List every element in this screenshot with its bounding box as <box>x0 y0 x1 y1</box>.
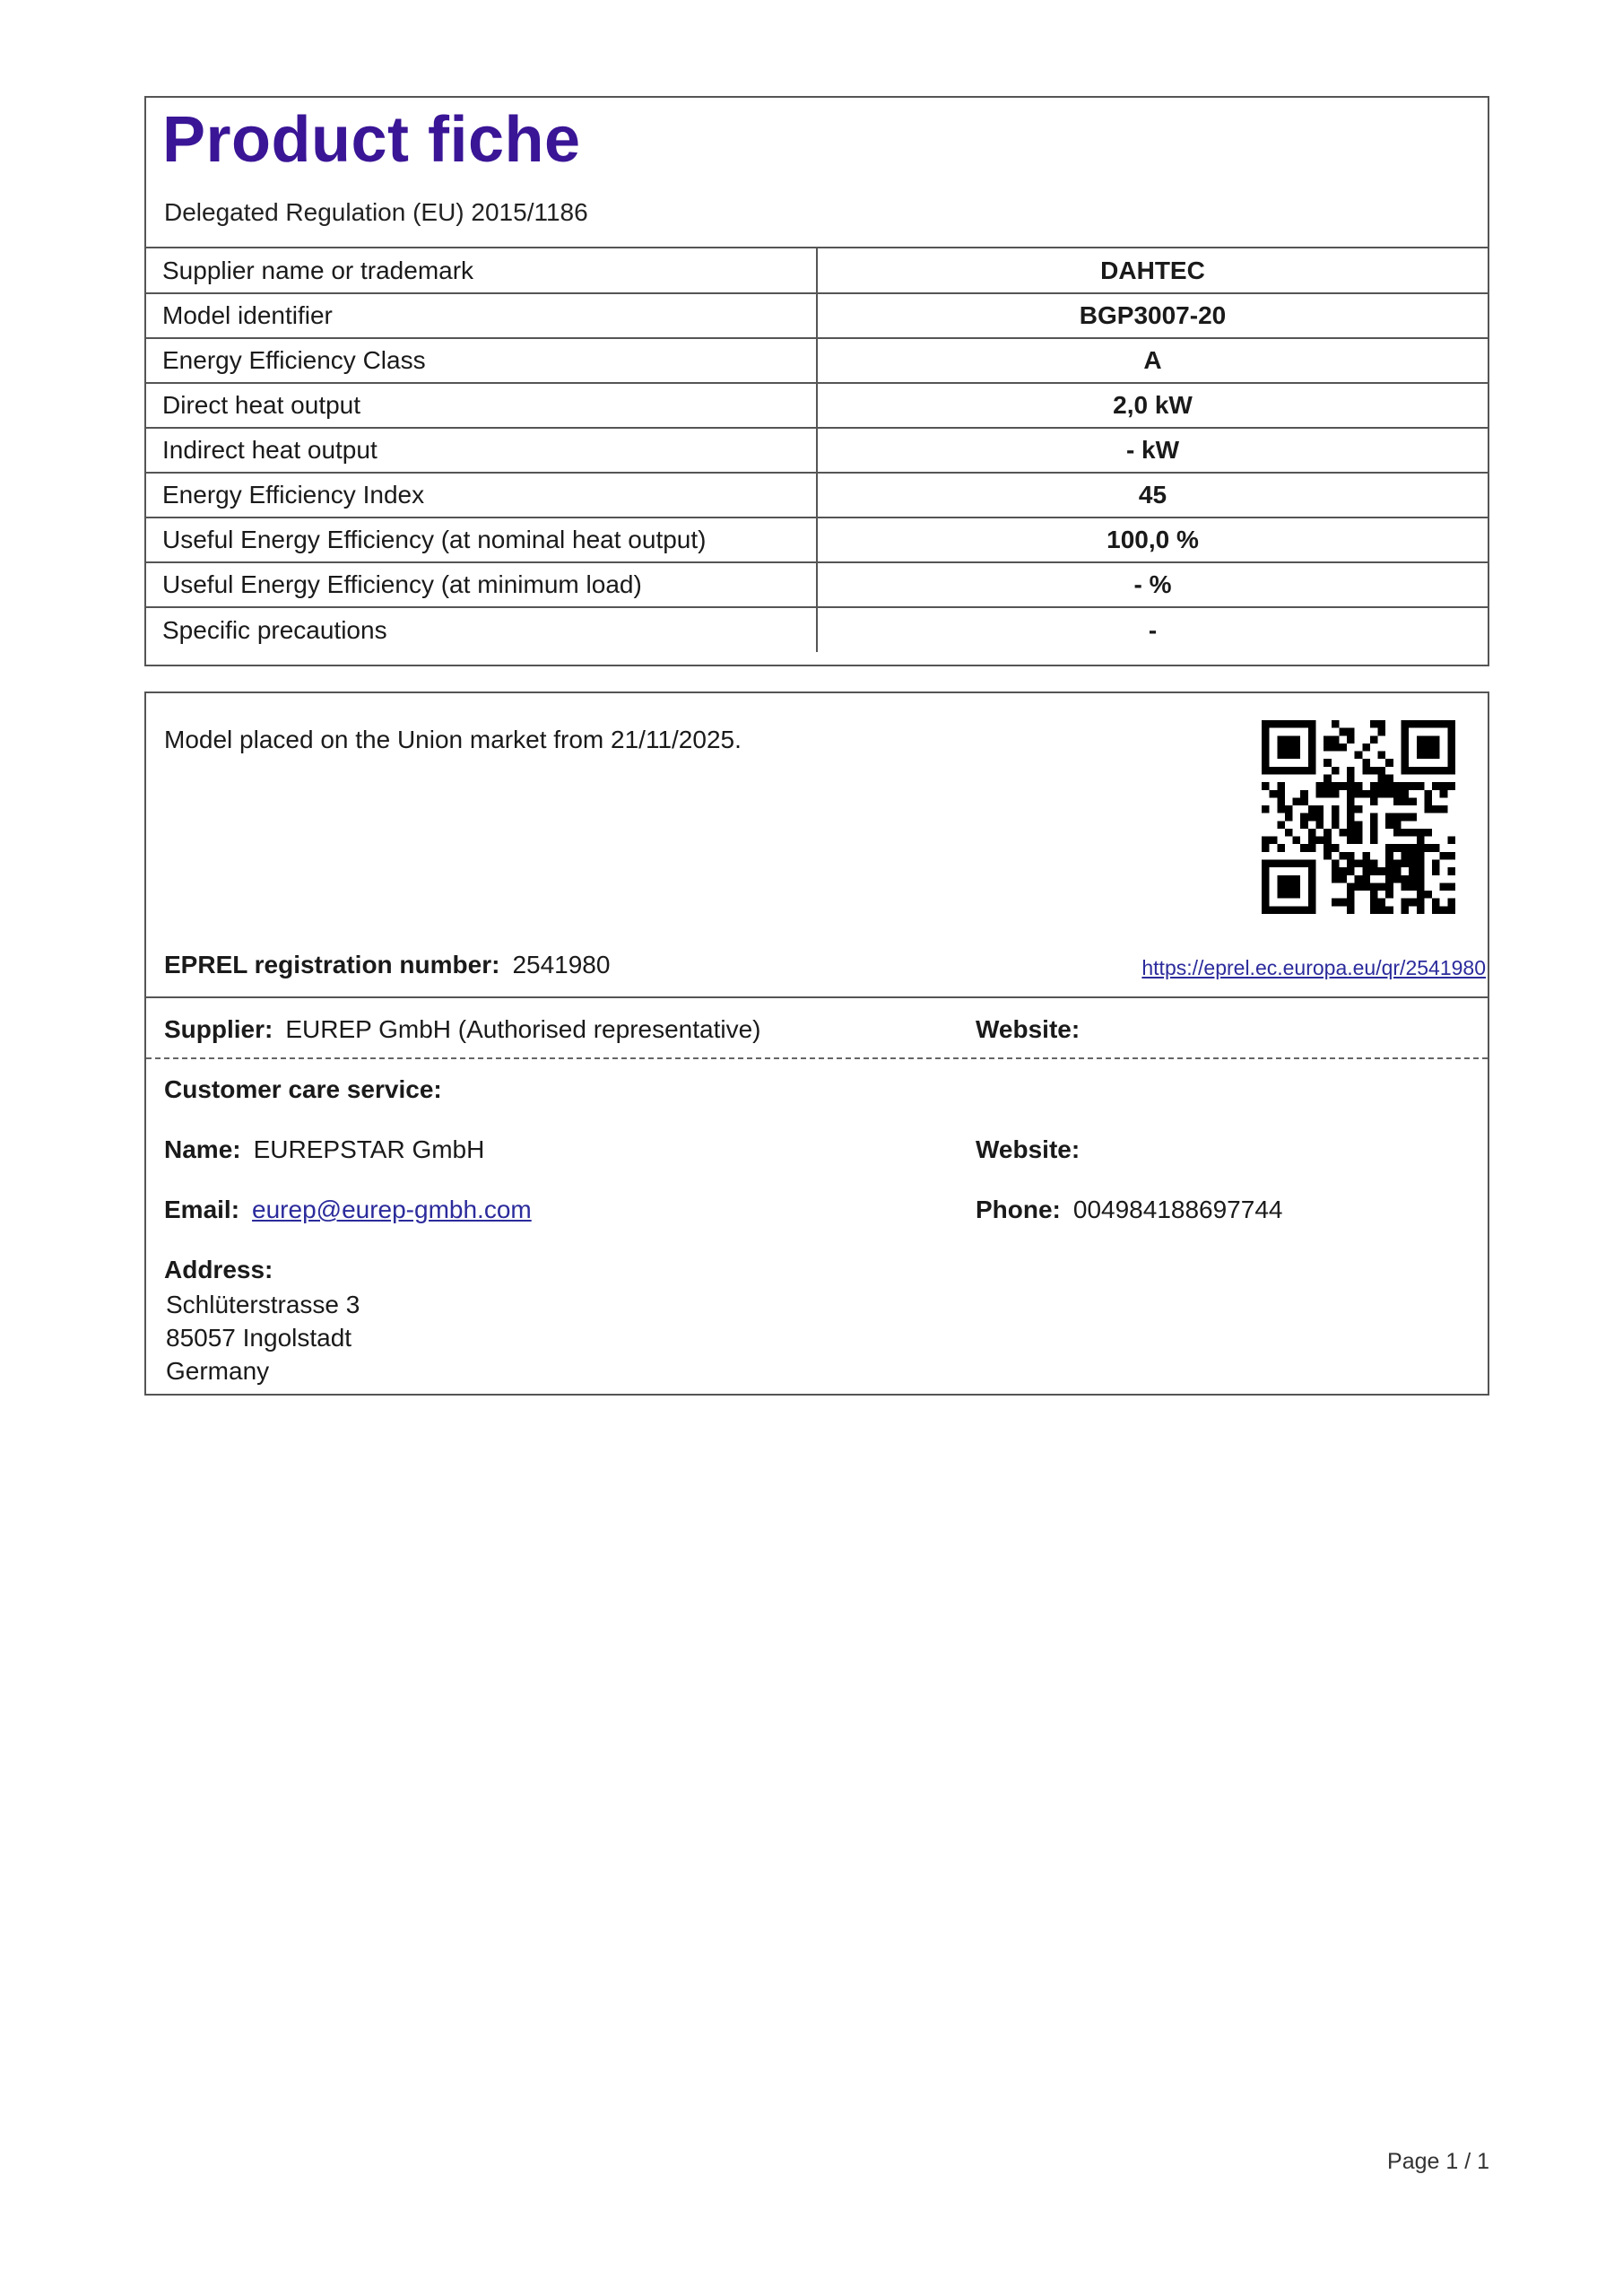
spec-row <box>146 607 1488 652</box>
spec-label: Model identifier <box>146 293 817 338</box>
divider <box>146 996 1488 998</box>
spec-value: - kW <box>817 428 1488 473</box>
care-phone-label: Phone: <box>976 1196 1061 1223</box>
address-line: Germany <box>166 1357 270 1385</box>
supplier-value: EUREP GmbH (Authorised representative) <box>285 1015 761 1043</box>
care-email-link[interactable]: eurep@eurep-gmbh.com <box>252 1196 532 1223</box>
supplier-row <box>164 1015 760 1044</box>
care-email-label: Email: <box>164 1196 240 1223</box>
spec-value: DAHTEC <box>817 248 1488 293</box>
supplier-label: Supplier: <box>164 1015 273 1043</box>
spec-value: 100,0 % <box>817 517 1488 562</box>
care-address-label-text: Address: <box>164 1256 273 1283</box>
spec-table <box>146 248 1488 652</box>
spec-value: A <box>817 338 1488 383</box>
customer-care-heading-text: Customer care service: <box>164 1075 442 1103</box>
spec-row <box>146 562 1488 607</box>
spec-row <box>146 293 1488 338</box>
page-title: Product fiche <box>162 104 581 176</box>
spec-row <box>146 383 1488 428</box>
spec-label: Direct heat output <box>146 383 817 428</box>
spec-label: Indirect heat output <box>146 428 817 473</box>
spec-row <box>146 517 1488 562</box>
regulation-subtitle: Delegated Regulation (EU) 2015/1186 <box>164 198 588 226</box>
spec-label: Energy Efficiency Class <box>146 338 817 383</box>
care-name-value: EUREPSTAR GmbH <box>253 1135 485 1163</box>
care-address <box>166 1288 360 1387</box>
care-email-row <box>164 1196 532 1224</box>
spec-row <box>146 473 1488 517</box>
spec-value: 2,0 kW <box>817 383 1488 428</box>
spec-value: - % <box>817 562 1488 607</box>
spec-value: 45 <box>817 473 1488 517</box>
spec-label: Useful Energy Efficiency (at minimum load) <box>146 562 817 607</box>
care-name-label: Name: <box>164 1135 241 1163</box>
customer-care-heading <box>164 1075 455 1104</box>
spec-row <box>146 428 1488 473</box>
spec-value: BGP3007-20 <box>817 293 1488 338</box>
spec-value: - <box>1148 615 1158 644</box>
spec-label: Useful Energy Efficiency (at nominal heat output) <box>146 517 817 562</box>
care-phone-value: 004984188697744 <box>1072 1196 1283 1223</box>
spec-row <box>146 338 1488 383</box>
address-line: Schlüterstrasse 3 <box>166 1291 360 1318</box>
care-phone-row <box>976 1196 1282 1224</box>
eprel-link[interactable]: https://eprel.ec.europa.eu/qr/2541980 <box>1141 956 1486 979</box>
spec-label: Supplier name or trademark <box>146 248 817 293</box>
supplier-website <box>976 1015 1092 1044</box>
eprel-registration <box>164 951 610 979</box>
supplier-website-label: Website: <box>976 1015 1081 1043</box>
product-fiche-table <box>144 96 1489 666</box>
fiche-header <box>146 98 1488 248</box>
care-address-label <box>164 1256 285 1284</box>
address-line: 85057 Ingolstadt <box>166 1324 352 1352</box>
spec-label: Specific precautions <box>146 607 817 652</box>
spec-label: Energy Efficiency Index <box>146 473 817 517</box>
care-website <box>976 1135 1092 1164</box>
market-placement-text: Model placed on the Union market from 21/11/2025. <box>164 726 742 753</box>
eprel-label: EPREL registration number: <box>164 951 500 978</box>
eprel-number: 2541980 <box>512 951 611 978</box>
qr-code-icon <box>1262 720 1455 914</box>
page-number: Page 1 / 1 <box>1387 2149 1489 2174</box>
spec-row <box>146 248 1488 293</box>
dashed-divider <box>146 1057 1488 1059</box>
care-name-row <box>164 1135 484 1164</box>
care-website-label: Website: <box>976 1135 1081 1163</box>
registration-info-box <box>144 691 1489 1396</box>
